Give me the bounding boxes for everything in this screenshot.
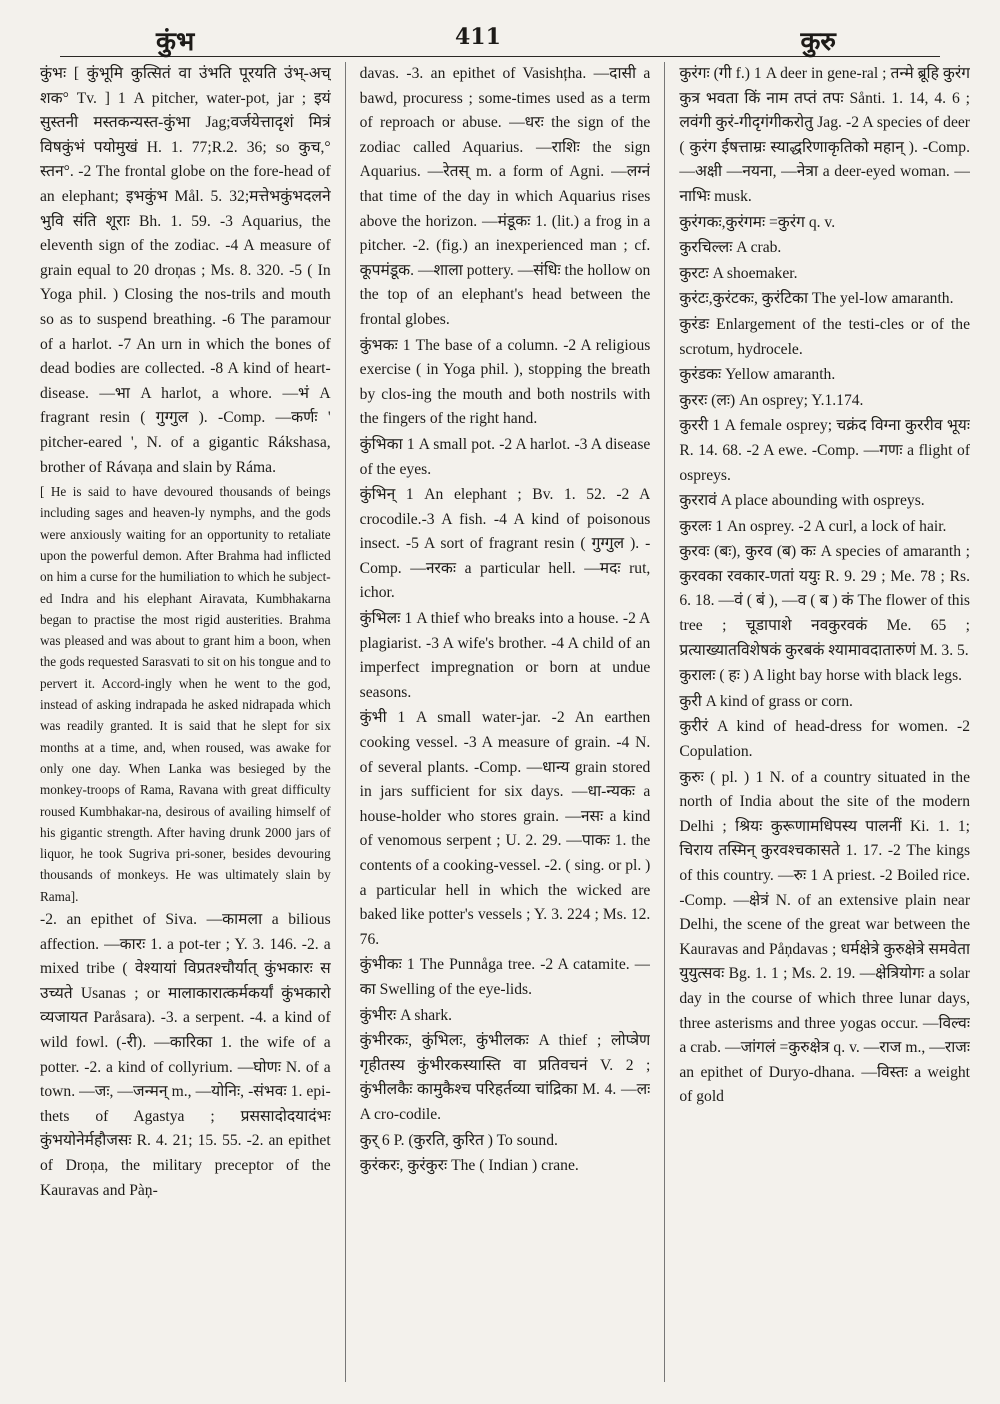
entry-paragraph: कुंभः [ कुंभूमि कुत्सितं वा उंभति पूरयति उंभ्-अच् शक° Tv. ] 1 A pitcher, water-pot, jar ; इयं सुस्तनी मस्तकन्यस्त-कुंभा Jag;वर्जयेत्तादृशं मित्रं विषकुंभं पयोमुखं H. 1. 77;R.2. 36; so कुच,° स्तन°. -2 The frontal globe on the fore-head of an elephant; इभकुंभ Mål. 5. 32;मत्तेभकुंभदलने भुवि संति शूराः Bh. 1. 59. -3 Aquarius, the eleventh sign of the zodiac. -4 A measure of grain equal to 20 droņas ; Ms. 8. 320. -5 ( In Yoga phil. ) Closing the nos-trils and mouth so as to suspend breathing. -6 The paramour of a harlot. -7 An urn in which the bones of dead bodies are collected. -8 A kind of heart-disease. —भा A harlot, a whore. —भं A fragrant resin ( गुग्गुल ). -Comp. —कर्णः ' pitcher-eared ', N. of a gigantic Rákshasa, brother of Rávaņa and slain by Ráma. [40, 65, 331, 476]
guide-word-left: कुंभ [156, 27, 195, 57]
entry-paragraph: कुरंकरः, कुरंकुरः The ( Indian ) crane. [359, 1157, 579, 1175]
entry-paragraph: कुंभिलः 1 A thief who breaks into a house. -2 A plagiarist. -3 A wife's brother. -4 A child of an imperfect impregnation or born at undue seasons. [359, 610, 651, 701]
entry-paragraph: कुरी A kind of grass or corn. [679, 692, 853, 710]
entry-paragraph: कुरुः ( pl. ) 1 N. of a country situated in the north of India about the site of the modern Delhi ; श्रियः कुरूणामधिपस्य पालनीं Ki. 1. 1; चिराय तस्मिन् कुरवश्चकासते 1. 17. -2 The kings of this country. —रुः 1 A priest. -2 Boiled rice. -Comp. —क्षेत्रं N. of an extensive plain near Delhi, the scene of the great war between the Kauravas and Påņdavas ; धर्मक्षेत्रे कुरुक्षेत्रे समवेता युयुत्सवः Bg. 1. 1 ; Ms. 2. 19. —क्षेत्रियोगः a solar day in the course of which three lunar days, three asterisms and three yogas occur. —विल्वः a crab. —जांगलं =कुरुक्षेत्र q. v. —राज m., —राजः an epithet of Duryo-dhana. —विस्तः a weight of gold [679, 768, 971, 1106]
column-3 [679, 62, 970, 1382]
entry-paragraph: कुंभकः 1 The base of a column. -2 A religious exercise ( in Yoga phil. ), stopping the breath by clos-ing the mouth and both nostrils with the fingers of the right hand. [359, 336, 651, 428]
entry-paragraph: कुंभीरः A shark. [359, 1006, 453, 1024]
guide-word-right: कुरु [800, 27, 836, 57]
entry-paragraph: कुर् 6 P. (कुरति, कुरित ) To sound. [359, 1131, 558, 1149]
entry-paragraph: कुरवः (बः), कुरव (ब) कः A species of amaranth ; कुरवका रवकार-णतां ययुः R. 9. 29 ; Me. 78 ; Rs. 6. 18. —वं ( बं ), —व ( ब ) कं The flower of this tree ; चूडापाशे नवकुरवकं Me. 65 ; प्रत्याख्यातविशेषकं कुरबकं श्यामावदातारुणं M. 3. 5. [679, 543, 971, 659]
entry-paragraph: कुरटः A shoemaker. [679, 264, 798, 282]
column-divider [345, 62, 346, 1382]
entry-paragraph: कुरंटः,कुरंटकः, कुरंटिका The yel-low amaranth. [679, 290, 954, 308]
entry-paragraph: कुररी 1 A female osprey; चक्रंद विग्ना कुररीव भूयः R. 14. 68. -2 A ewe. -Comp. —गणः a flight of ospreys. [679, 417, 971, 484]
entry-paragraph: कुररावं A place abounding with ospreys. [679, 492, 925, 510]
entry-paragraph: कुररः (लः) An osprey; Y.1.174. [679, 391, 864, 409]
entry-paragraph: कुरंगः (गी f.) 1 A deer in gene-ral ; तन्मे ब्रूहि कुरंग कुत्र भवता किं नाम तप्तं तपः Sånti. 1. 14, 4. 6 ; लवंगी कुरं-गीदृगंगीकरोतु Jag. -2 A species of deer ( कुरंग ईषत्ताम्रः स्याद्धरिणाकृतिको महान् ). -Comp. —अक्षी —नयना, —नेत्रा a deer-eyed woman. —नाभिः musk. [679, 65, 971, 205]
entry-paragraph: कुरंगकः,कुरंगमः =कुरंग q. v. [679, 213, 836, 231]
entry-paragraph: कुरीरं A kind of head-dress for women. -2 Copulation. [679, 718, 971, 761]
entry-paragraph: कुंभी 1 A small water-jar. -2 An earthen cooking vessel. -3 A measure of grain. -4 N. of several plants. -Comp. —धान्य grain stored in jars sufficient for six days. —धा-न्यकः a house-holder who stores grain. —नसः a kind of venomous serpent ; U. 2. 29. —पाकः 1. the contents of a cooking-vessel. -2. ( sing. or pl. ) a particular hell in which the wicked are baked like potter's vessels ; Y. 3. 224 ; Ms. 12. 76. [359, 709, 651, 948]
entry-paragraph: कुरलः 1 An osprey. -2 A curl, a lock of hair. [679, 517, 947, 535]
entry-paragraph: कुरंडकः Yellow amaranth. [679, 366, 836, 384]
column-divider [664, 62, 665, 1382]
entry-paragraph: कुरचिल्लः A crab. [679, 239, 782, 257]
entry-paragraph: davas. -3. an epithet of Vasishțha. —दासी a bawd, procuress ; some-times used as a term of reproach or abuse. —धरः the sign of the zodiac called Aquarius. —राशिः the sign Aquarius. —रेतस् m. a form of Agni. —लग्नं that time of the day in which Aquarius rises above the horizon. —मंडूकः 1. (lit.) a frog in a pitcher. -2. (fig.) an inexperienced man ; cf. कूपमंडूक. —शाला pottery. —संधिः the hollow on the top of an elephant's head between the frontal globes. [359, 65, 651, 328]
entry-paragraph: कुंभिका 1 A small pot. -2 A harlot. -3 A disease of the eyes. [359, 435, 651, 478]
entry-paragraph: कुरालः ( हः ) A light bay horse with black legs. [679, 667, 963, 685]
entry-paragraph: कुरंडः Enlargement of the testi-cles or of the scrotum, hydrocele. [679, 315, 971, 358]
entry-paragraph: कुंभीरकः, कुंभिलः, कुंभीलकः A thief ; लोप्त्रेण गृहीतस्य कुंभीरकस्यास्ति वा प्रतिवचनं V. 2 ; कुंभीलकैः कामुकैश्च परिहर्तव्या चांद्रिका M. 4. —लः A cro-codile. [359, 1032, 651, 1123]
column-1 [40, 62, 331, 1382]
entry-paragraph: कुंभीकः 1 The Punnåga tree. -2 A catamite. —का Swelling of the eye-lids. [359, 956, 651, 998]
entry-paragraph: कुंभिन् 1 An elephant ; Bv. 1. 52. -2 A crocodile.-3 A fish. -4 A kind of poisonous insect. -5 A sort of fragrant resin ( गुग्गुल ). -Comp. —नरकः a particular hell. —मदः rut, ichor. [359, 486, 651, 602]
entry-paragraph: -2. an epithet of Siva. —कामला a bilious affection. —कारः 1. a pot-ter ; Y. 3. 146. -2. a mixed tribe ( वेश्यायां विप्रतश्चौर्यात् कुंभकारः स उच्यते Usanas ; or मालाकारात्कर्मकर्यां कुंभकारो व्यजायत Paråsara). -3. a serpent. -4. a kind of wild fowl. (-री). —कारिका 1. the wife of a potter. -2. a kind of collyrium. —घोणः N. of a town. —जः, —जन्मन् m., —योनिः, -संभवः 1. epi-thets of Agastya ; प्रससादोदयादंभः कुंभयोनेर्महौजसः R. 4. 21; 15. 55. -2. an epithet of Droņa, the military preceptor of the Kauravas and Pàņ- [40, 911, 331, 1199]
column-2 [360, 62, 651, 1382]
text-columns [40, 62, 970, 1382]
running-header [60, 22, 940, 57]
page-number: 411 [455, 24, 501, 50]
note-paragraph: [ He is said to have devoured thousands of beings including sages and heaven-ly nymphs, and the gods were anxiously waiting for an opportunity to retaliate upon the powerful demon. After Brahma had inflicted on him a curse for the humiliation to which he subject-ed Indra and his elephant Airavata, Kumbhakarna began to practise the most rigid austerities. Brahma was pleased and was about to grant him a boon, when the gods requested Sarasvati to sit on his tongue and to pervert it. Accord-ingly when he went to the god, instead of asking indrapada he asked nidrapada which was readily granted. It is said that he slept for six months at a time, and, when roused, was awake for only one day. When Lanka was besieged by the monkey-troops of Rama, Ravana with great difficulty roused Kumbhakar-na, desirous of availing himself of his gigantic strength. After having drunk 2000 jars of liquor, he took Sugriva pri-soner, besides devouring thousands of monkeys. He was ultimately slain by Rama]. [40, 484, 331, 904]
